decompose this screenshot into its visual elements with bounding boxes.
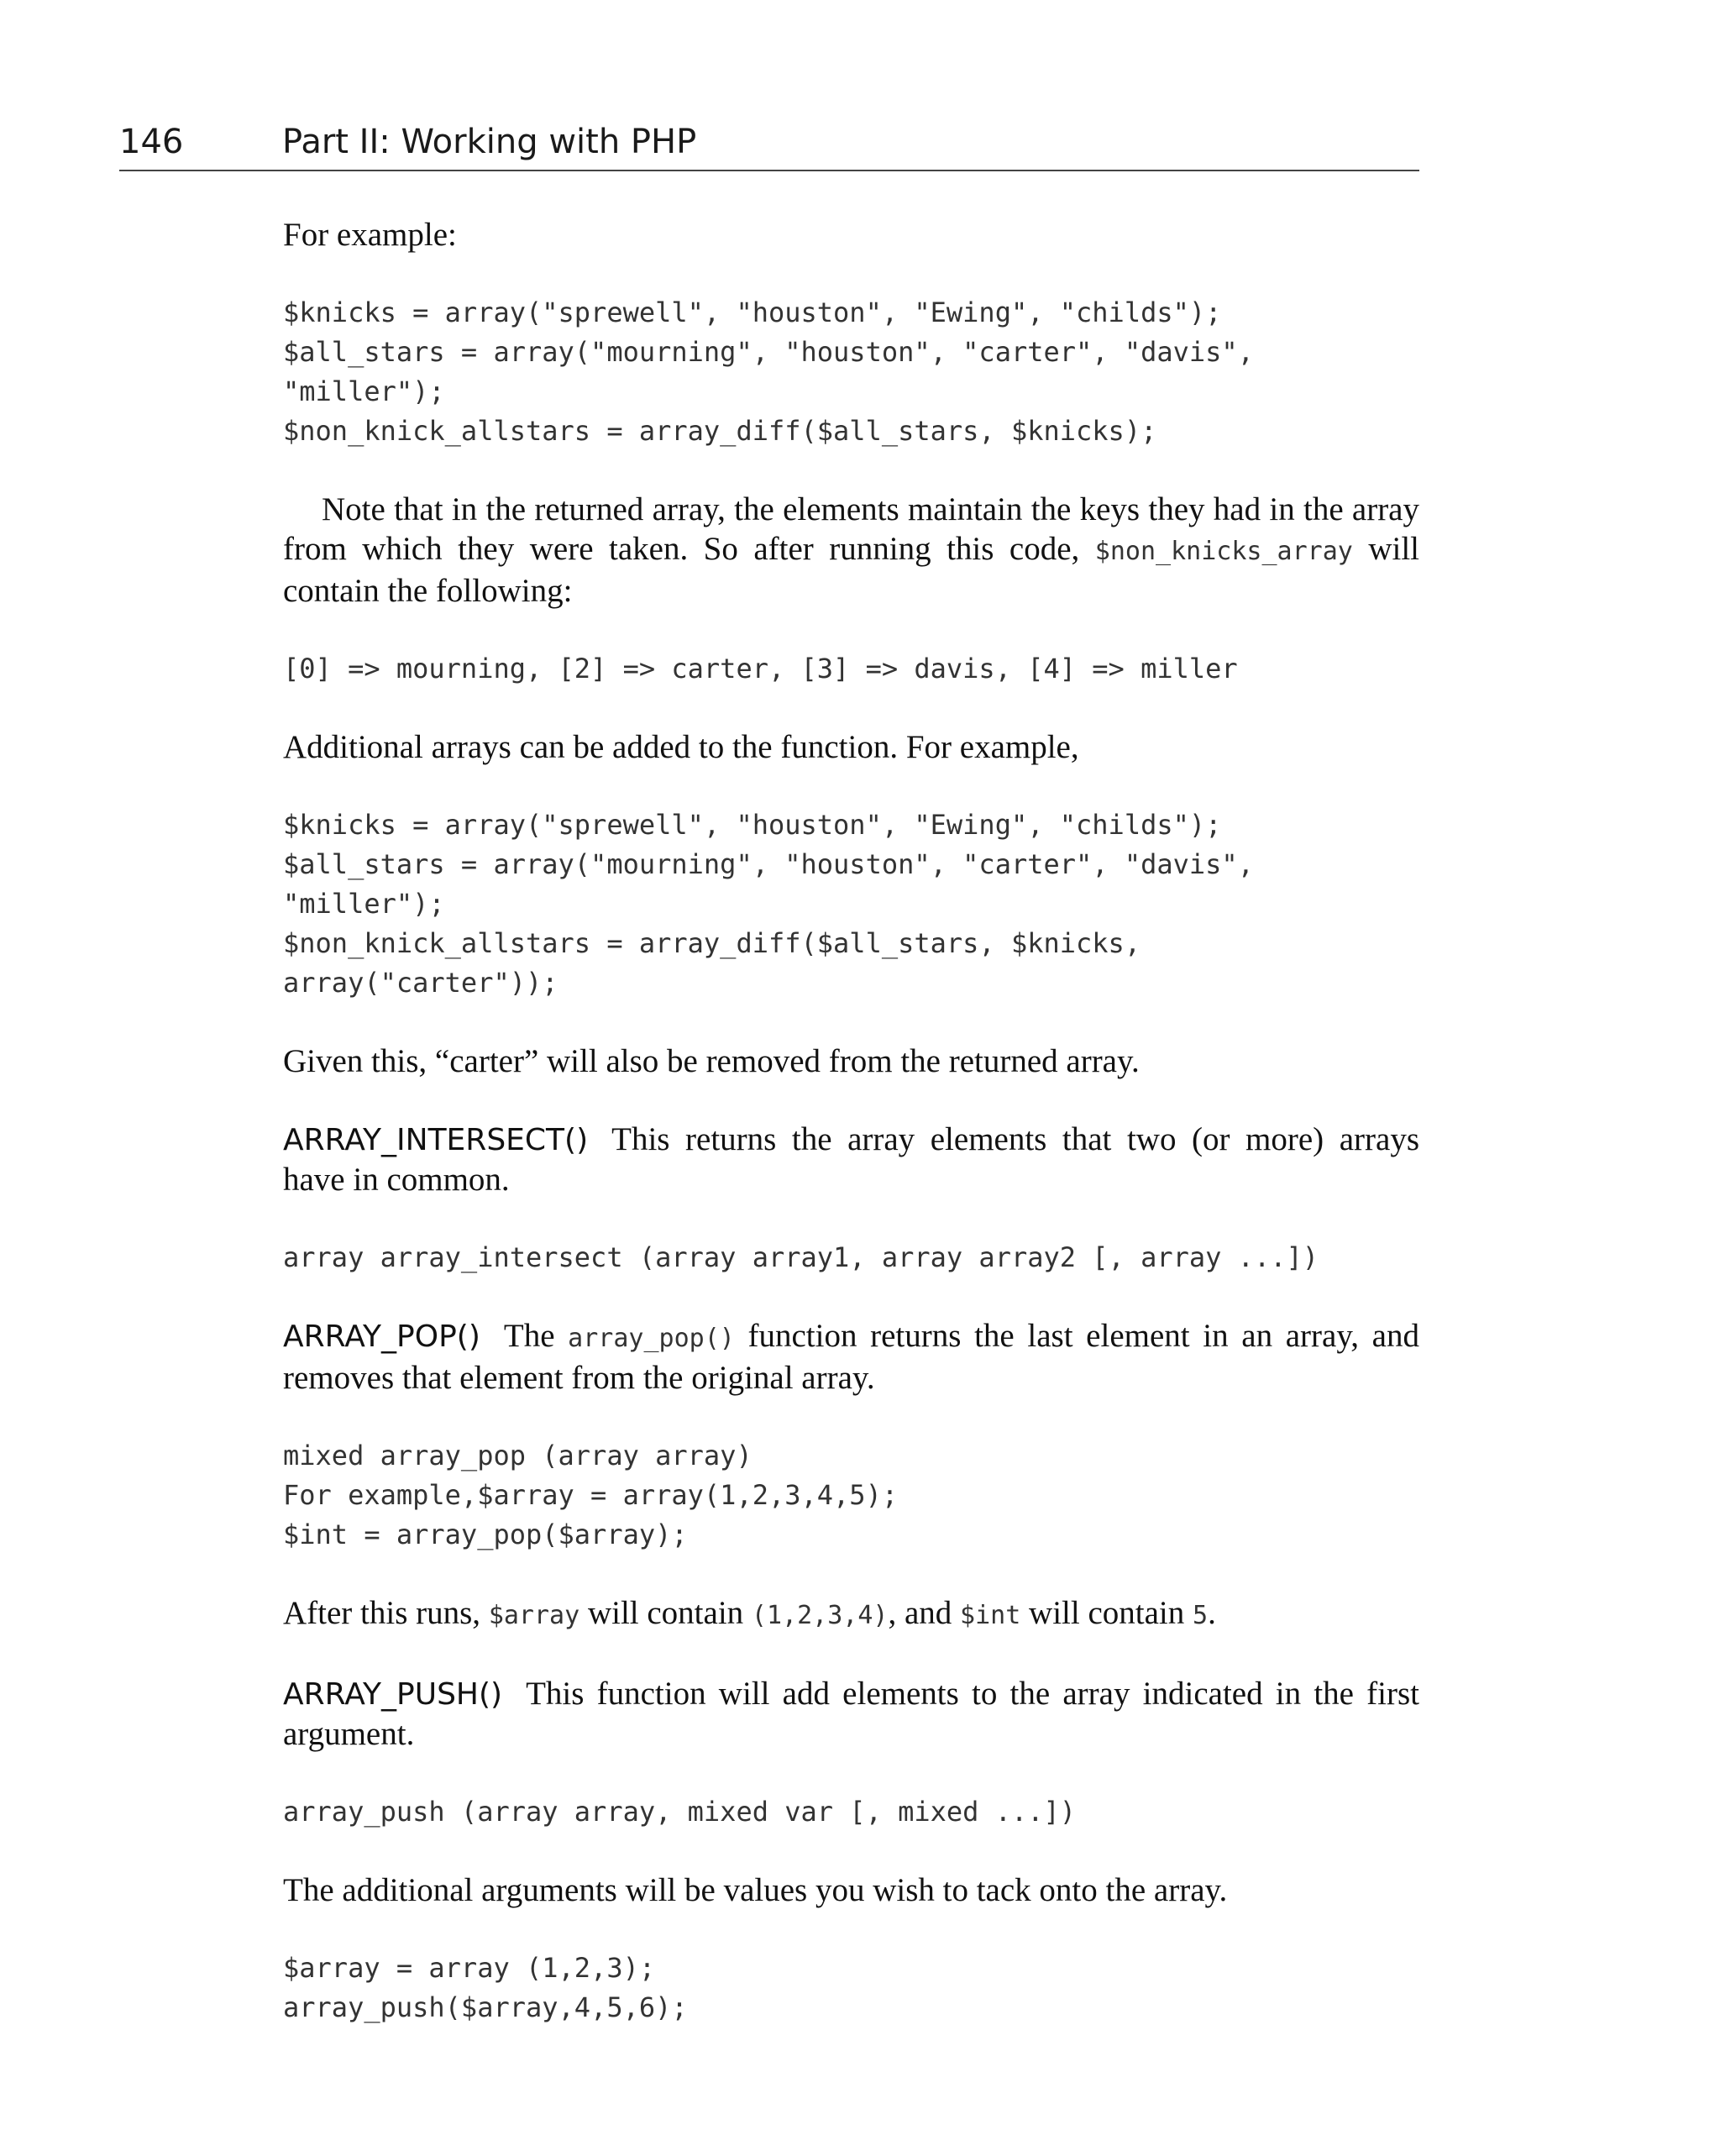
function-name: ARRAY_INTERSECT() — [283, 1123, 589, 1157]
text-segment: The — [503, 1318, 569, 1354]
text-segment: . — [1208, 1595, 1216, 1631]
text-segment: will contain — [579, 1595, 752, 1631]
paragraph-additional-arrays: Additional arrays can be added to the function. For example, — [283, 729, 1079, 765]
page-number: 146 — [119, 123, 184, 161]
code-block-pop-example: mixed array_pop (array array) For example,$array = array(1,2,3,4,5); $int = array_pop($array); — [283, 1440, 899, 1550]
text-segment: Note that in the returned array, the elements maintain the keys they had in the array from which they were taken. So after running this code, — [283, 491, 1419, 567]
function-description: This function will add elements to the array indicated in the first argument. — [283, 1676, 1419, 1752]
function-entry-array-pop — [283, 1316, 1419, 1398]
inline-code: $array — [488, 1601, 580, 1630]
function-entry-array-push — [283, 1674, 1419, 1754]
text-segment: , and — [888, 1595, 961, 1631]
inline-code: $non_knicks_array — [1094, 537, 1353, 566]
paragraph-note — [283, 490, 1419, 611]
page-body — [283, 215, 1419, 2066]
function-name: ARRAY_POP() — [283, 1319, 480, 1354]
inline-code: array_pop() — [568, 1324, 735, 1353]
code-block-array-diff-extra: $knicks = array("sprewell", "houston", "Ewing", "childs"); $all_stars = array("mourning", "houston", "carter", "davis", "miller"); $non_knick_allstars = array_diff($all_stars, $knicks, array("carter")); — [283, 809, 1254, 999]
function-entry-array-intersect — [283, 1120, 1419, 1199]
code-block-push-example: $array = array (1,2,3); array_push($array,4,5,6); — [283, 1952, 688, 2023]
text-segment: function returns the last element in an array, and removes that element from the original array. — [283, 1318, 1419, 1396]
code-block-push-signature: array_push (array array, mixed var [, mixed ...]) — [283, 1796, 1077, 1828]
text-segment: After this runs, — [283, 1595, 489, 1631]
inline-code: 5 — [1193, 1601, 1209, 1630]
inline-code: $int — [960, 1601, 1021, 1630]
code-block-intersect-signature: array array_intersect (array array1, array array2 [, array ...]) — [283, 1241, 1319, 1273]
running-head: Part II: Working with PHP — [282, 123, 697, 161]
paragraph-for-example: For example: — [283, 217, 457, 253]
code-block-result: [0] => mourning, [2] => carter, [3] => davis, [4] => miller — [283, 653, 1238, 685]
inline-code: (1,2,3,4) — [751, 1601, 889, 1630]
function-name: ARRAY_PUSH() — [283, 1677, 503, 1712]
text-segment: will contain — [1020, 1595, 1193, 1631]
paragraph-additional-arguments: The additional arguments will be values you wish to tack onto the array. — [283, 1872, 1228, 1908]
paragraph-given-this: Given this, “carter” will also be removed from the returned array. — [283, 1043, 1140, 1079]
text-segment: will contain the following: — [283, 531, 1420, 609]
code-block-array-diff: $knicks = array("sprewell", "houston", "Ewing", "childs"); $all_stars = array("mourning", "houston", "carter", "davis", "miller"); $non_knick_allstars = array_diff($all_stars, $knicks); — [283, 296, 1254, 447]
paragraph-after-runs — [283, 1593, 1419, 1635]
page-header — [119, 118, 1419, 171]
function-description: This returns the array elements that two (or more) arrays have in common. — [283, 1121, 1419, 1198]
